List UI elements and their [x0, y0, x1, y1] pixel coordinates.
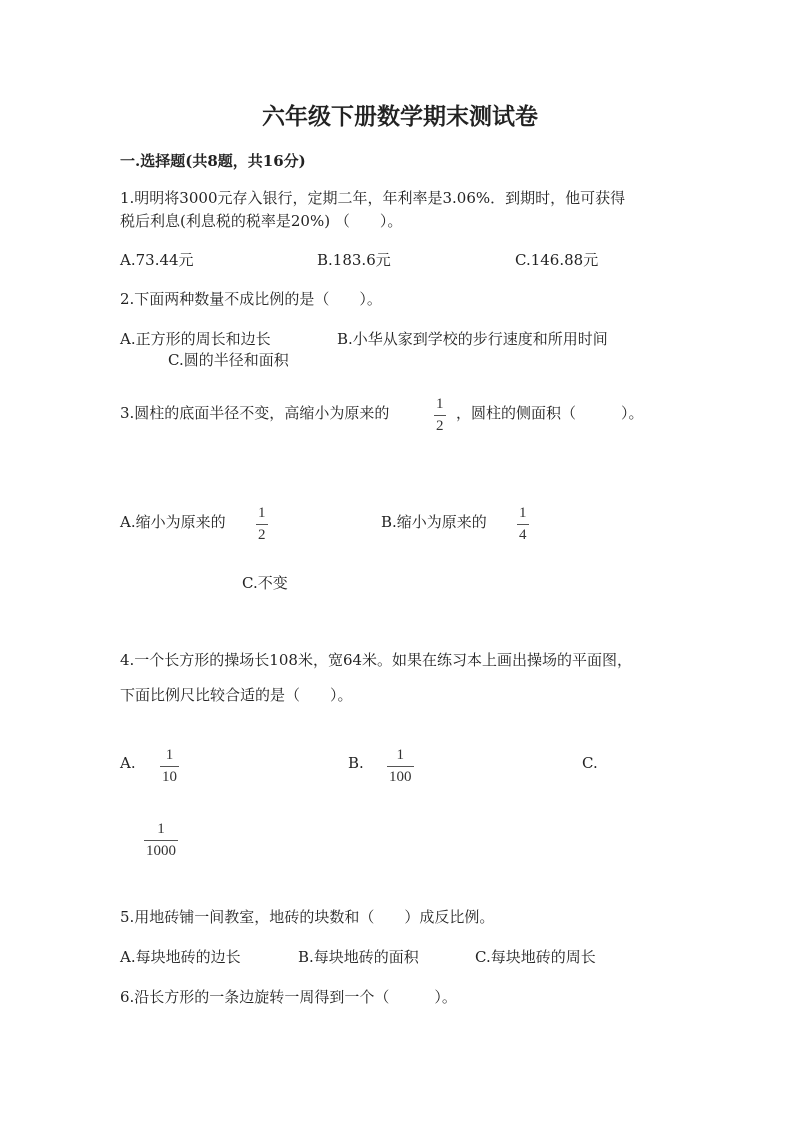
question-1-option-c: C.146.88元	[515, 251, 599, 269]
fraction-numerator: 1	[258, 505, 266, 521]
fraction-numerator: 1	[436, 396, 444, 412]
fraction-numerator: 1	[157, 821, 165, 837]
question-3-option-c: C.不变	[242, 574, 288, 592]
question-1-option-b: B.183.6元	[317, 251, 391, 269]
question-3-option-a-label: A.缩小为原来的	[120, 513, 226, 531]
fraction-numerator: 1	[396, 747, 404, 763]
question-6-line-1: 6.沿长方形的一条边旋转一周得到一个（ ）。	[120, 988, 457, 1006]
question-4-option-b-label: B.	[348, 754, 364, 772]
section-heading: 一.选择题(共8题，共16分)	[120, 152, 306, 170]
fraction-denominator: 2	[436, 418, 444, 434]
fraction-denominator: 4	[519, 527, 527, 543]
question-1-option-a: A.73.44元	[120, 251, 194, 269]
question-5-option-c: C.每块地砖的周长	[475, 948, 596, 966]
fraction-denominator: 2	[258, 527, 266, 543]
question-5-option-b: B.每块地砖的面积	[298, 948, 419, 966]
fraction-numerator: 1	[165, 747, 174, 763]
question-4-option-b-fraction	[387, 748, 414, 785]
question-4-option-c-fraction	[144, 822, 178, 859]
question-2-line-1: 2.下面两种数量不成比例的是（ ）。	[120, 290, 382, 308]
question-5-line-1: 5.用地砖铺一间教室，地砖的块数和（ ）成反比例。	[120, 908, 495, 926]
fraction-denominator: 10	[162, 769, 177, 785]
question-2-option-a: A.正方形的周长和边长	[120, 330, 271, 348]
question-4-line-2: 下面比例尺比较合适的是（ ）。	[120, 686, 353, 704]
fraction-numerator: 1	[519, 505, 527, 521]
question-4-option-a-label: A.	[120, 754, 136, 772]
question-5-option-a: A.每块地砖的边长	[120, 948, 241, 966]
page-title: 六年级下册数学期末测试卷	[262, 103, 538, 130]
question-1-line-1: 1.明明将3000元存入银行，定期二年，年利率是3.06%．到期时，他可获得	[120, 189, 626, 207]
question-3-option-b-label: B.缩小为原来的	[381, 513, 487, 531]
question-3-text-after: ，圆柱的侧面积（ ）。	[456, 404, 644, 422]
question-2-option-c: C.圆的半径和面积	[168, 351, 289, 369]
question-3-text-before: 3.圆柱的底面半径不变，高缩小为原来的	[120, 404, 390, 422]
question-3-option-a-fraction	[256, 506, 268, 543]
question-3-option-b-fraction	[517, 506, 529, 543]
question-4-line-1: 4.一个长方形的操场长108米，宽64米。如果在练习本上画出操场的平面图，	[120, 651, 633, 669]
question-4-option-a-fraction	[160, 748, 179, 785]
question-1-line-2: 税后利息(利息税的税率是20%) （ ）。	[120, 212, 403, 230]
question-4-option-c-label: C.	[582, 754, 598, 772]
fraction-denominator: 1000	[146, 843, 176, 859]
question-2-option-b: B.小华从家到学校的步行速度和所用时间	[337, 330, 608, 348]
question-3-fraction	[434, 397, 446, 434]
fraction-denominator: 100	[389, 769, 412, 785]
